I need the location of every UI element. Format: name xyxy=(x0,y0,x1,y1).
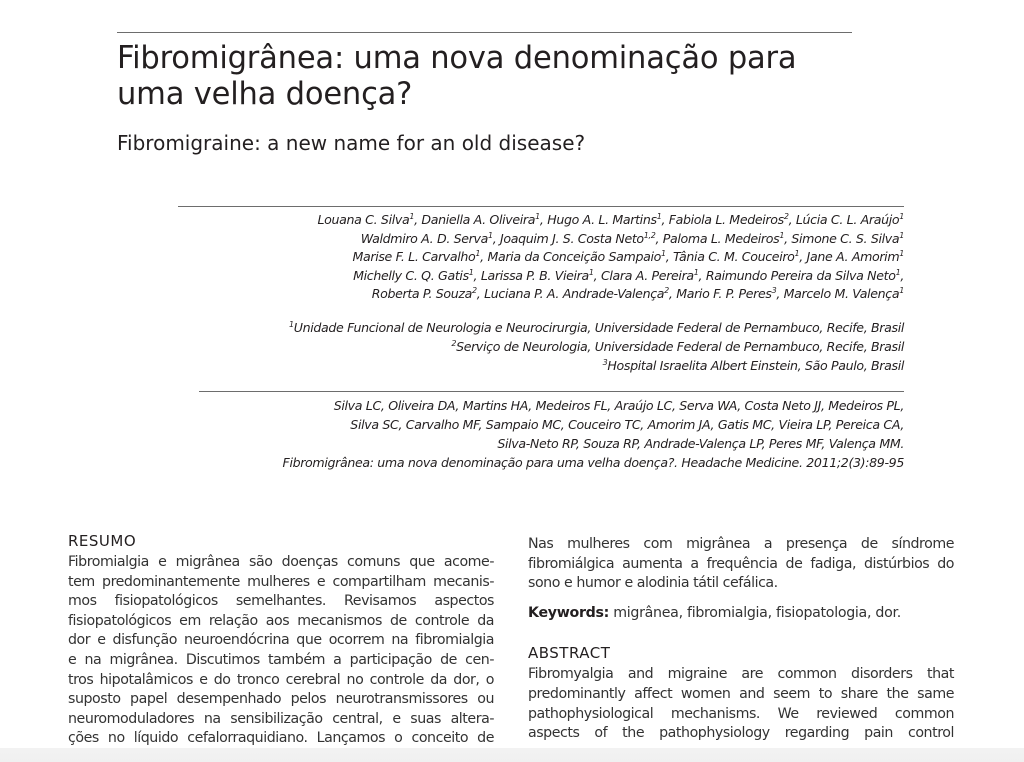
text-line: dor e disfunção neuroendócrina que ocorrem na fibromialgia xyxy=(68,632,494,649)
author-affiliation-marker: 1,2 xyxy=(643,230,656,240)
author-list xyxy=(144,211,904,304)
author-affiliation-marker: 1 xyxy=(794,249,800,259)
author-name: Mario F. P. Peres xyxy=(676,286,772,302)
text-line: e na migrânea. Discutimos também a participação de cen- xyxy=(68,651,494,668)
author-name: Simone C. S. Silva xyxy=(791,230,900,246)
text-line: predominantly affect women and seem to share the same xyxy=(528,685,954,702)
author-name: Tânia C. M. Couceiro xyxy=(673,249,795,265)
affiliation-text: Hospital Israelita Albert Einstein, São Paulo, Brasil xyxy=(607,358,904,373)
affiliation-line xyxy=(144,337,904,356)
citation-rule xyxy=(199,391,904,392)
text-line: fisiopatológicos em relação aos mecanismos de controle da xyxy=(68,612,494,629)
text-line: Fibromialgia e migrânea são doenças comuns que acome- xyxy=(68,554,494,570)
author-affiliation-marker: 1 xyxy=(693,267,699,277)
affiliation-marker: 2 xyxy=(451,339,457,348)
author-separator: , xyxy=(661,212,669,227)
author-name: Marise F. L. Carvalho xyxy=(352,249,476,265)
text-line: pathophysiological mechanisms. We reviewed common xyxy=(528,705,954,722)
affiliation-marker: 1 xyxy=(288,320,294,329)
citation-line: Silva-Neto RP, Souza RP, Andrade-Valença LP, Peres MF, Valença MM. xyxy=(497,436,904,451)
author-affiliation-marker: 1 xyxy=(779,230,785,240)
author-affiliation-marker: 1 xyxy=(895,267,901,277)
author-separator: , xyxy=(776,286,784,302)
affiliation-text: Serviço de Neurologia, Universidade Federal de Pernambuco, Recife, Brasil xyxy=(456,339,904,354)
authors-rule xyxy=(178,206,904,207)
affiliation-list xyxy=(144,318,904,375)
author-name: Clara A. Pereira xyxy=(600,267,694,283)
author-name: Waldmiro A. D. Serva xyxy=(360,230,488,246)
author-separator: , xyxy=(655,230,663,246)
article-title xyxy=(117,40,846,112)
text-line: suposto papel desempenhado pelos neurotransmissores ou xyxy=(68,691,494,708)
author-separator: , xyxy=(784,230,792,246)
author-affiliation-marker: 1 xyxy=(487,230,493,240)
author-name: Raimundo Pereira da Silva Neto xyxy=(705,267,896,283)
text-line: mos fisiopatológicos semelhantes. Revisamos aspectos xyxy=(68,593,494,610)
affiliation-marker: 3 xyxy=(602,358,608,367)
article-subtitle: Fibromigraine: a new name for an old disease? xyxy=(117,131,586,155)
top-rule xyxy=(117,32,852,33)
text-line: tros hipotalâmicos e do tronco cerebral no controle da dor, o xyxy=(68,671,494,688)
text-line: sono e humor e alodinia tátil cefálica. xyxy=(528,575,778,592)
author-line xyxy=(144,285,904,304)
keywords-label: Keywords: xyxy=(528,604,610,621)
author-separator: , xyxy=(480,249,488,265)
resumo-continuation xyxy=(528,535,954,594)
author-separator: , xyxy=(698,267,706,283)
author-separator: , xyxy=(788,212,796,227)
author-affiliation-marker: 2 xyxy=(783,212,789,221)
author-name: Marcelo M. Valença xyxy=(783,286,900,302)
author-name: Luciana P. A. Andrade-Valença xyxy=(484,286,665,302)
author-affiliation-marker: 1 xyxy=(899,249,904,259)
author-name: Lúcia C. L. Araújo xyxy=(795,212,900,227)
author-name: Michelly C. Q. Gatis xyxy=(353,267,469,283)
affiliation-text: Unidade Funcional de Neurologia e Neurocirurgia, Universidade Federal de Pernambuco, Recife, Brasil xyxy=(293,320,904,335)
resumo-heading: RESUMO xyxy=(68,532,137,550)
title-line: uma velha doença? xyxy=(117,76,413,112)
citation-line: Silva LC, Oliveira DA, Martins HA, Medeiros FL, Araújo LC, Serva WA, Costa Neto JJ, Medeiros PL, xyxy=(333,398,904,413)
abstract-text xyxy=(528,665,954,743)
affiliation-line xyxy=(144,356,904,375)
author-name: Joaquim J. S. Costa Neto xyxy=(500,230,644,246)
keywords-line xyxy=(528,604,954,624)
author-name: Jane A. Amorim xyxy=(806,249,900,265)
author-affiliation-marker: 1 xyxy=(899,212,904,221)
author-affiliation-marker: 1 xyxy=(660,249,666,259)
author-name: Louana C. Silva xyxy=(317,212,410,227)
title-line: Fibromigrânea: uma nova denominação para xyxy=(117,40,797,76)
author-separator: , xyxy=(665,249,674,265)
right-column xyxy=(528,535,954,744)
author-name: Fabiola L. Medeiros xyxy=(668,212,784,227)
author-separator: , xyxy=(799,249,807,265)
author-affiliation-marker: 1 xyxy=(588,267,594,277)
author-affiliation-marker: 1 xyxy=(409,212,415,221)
text-line: Nas mulheres com migrânea a presença de síndrome xyxy=(528,536,954,552)
abstract-heading: ABSTRACT xyxy=(528,644,611,663)
author-name: Paloma L. Medeiros xyxy=(662,230,780,246)
author-name: Roberta P. Souza xyxy=(371,286,473,302)
author-affiliation-marker: 1 xyxy=(656,212,662,221)
author-separator: , xyxy=(414,212,422,227)
author-name: Hugo A. L. Martins xyxy=(547,212,657,227)
keywords-value: migrânea, fibromialgia, fisiopatologia, dor. xyxy=(613,604,901,621)
citation-line: Silva SC, Carvalho MF, Sampaio MC, Couceiro TC, Amorim JA, Gatis MC, Vieira LP, Pereica CA, xyxy=(350,417,904,432)
text-line: tem predominantemente mulheres e compartilham mecanis- xyxy=(68,573,494,590)
author-name: Maria da Conceição Sampaio xyxy=(487,249,661,265)
affiliation-line xyxy=(144,318,904,337)
author-affiliation-marker: 1 xyxy=(899,286,904,296)
author-affiliation-marker: 1 xyxy=(535,212,540,221)
author-separator: , xyxy=(492,230,501,246)
author-separator: , xyxy=(476,286,485,302)
bottom-fade-overlay xyxy=(0,748,1024,762)
text-line: aspects of the pathophysiology regarding pain control xyxy=(528,725,954,742)
author-separator: , xyxy=(539,212,548,227)
author-affiliation-marker: 1 xyxy=(475,249,481,259)
author-separator: , xyxy=(668,286,677,302)
author-line xyxy=(144,267,904,286)
author-name: Daniella A. Oliveira xyxy=(421,212,536,227)
author-affiliation-marker: 3 xyxy=(771,286,777,296)
author-affiliation-marker: 2 xyxy=(472,286,477,296)
author-separator: , xyxy=(593,267,601,283)
citation-block xyxy=(124,396,904,472)
author-affiliation-marker: 1 xyxy=(899,230,904,240)
author-affiliation-marker: 2 xyxy=(664,286,669,296)
author-line xyxy=(144,248,904,267)
author-line xyxy=(144,230,904,249)
author-name: Larissa P. B. Vieira xyxy=(480,267,589,283)
text-line: ções no líquido cefalorraquidiano. Lançamos o conceito de xyxy=(68,730,494,747)
resumo-text xyxy=(68,553,494,749)
author-line xyxy=(144,211,904,230)
resumo-section xyxy=(68,531,494,749)
text-line: fibromiálgica aumenta a frequência de fadiga, distúrbios do xyxy=(528,555,954,572)
author-separator: , xyxy=(473,267,481,283)
author-separator: , xyxy=(900,267,904,283)
citation-line: Fibromigrânea: uma nova denominação para uma velha doença?. Headache Medicine. 2011;2(3):89-95 xyxy=(282,455,904,470)
text-line: neuromoduladores na sensibilização central, e suas altera- xyxy=(68,710,494,727)
author-affiliation-marker: 1 xyxy=(468,267,474,277)
text-line: Fibromyalgia and migraine are common disorders that xyxy=(528,666,954,683)
